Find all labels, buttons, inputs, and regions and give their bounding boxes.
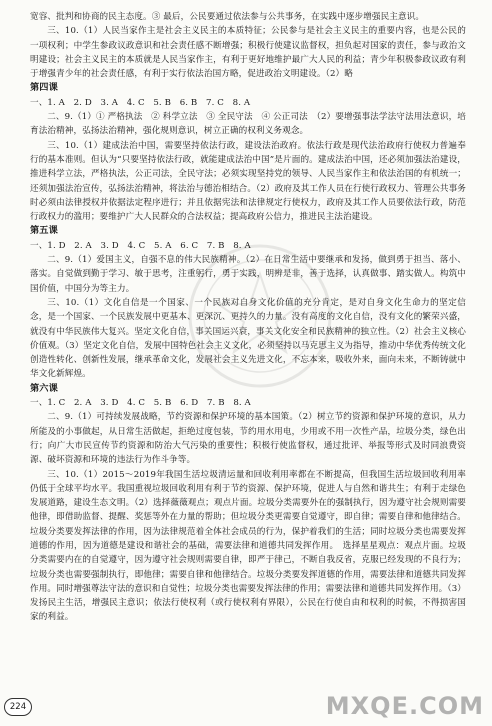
answer-paragraph: 二、9.（1）① 严格执法 ② 科学立法 ③ 全民守法 ④ 公正司法 （2）要增强事法学法守法用法意识，培育法治精神，弘扬法治精神，强化规则意识，树立正确的权利义务观念。 [30, 112, 466, 137]
answer-paragraph: 二、9.（1）可持续发展战略，节约资源和保护环境的基本国策。（2）树立节约资源和保护环境的意识，从力所能及的小事做起，从日常生活做起，拒绝过度包装，节约用水用电，少用或不用一次性产品，垃圾分类，绿色出行；向广大市民宣传节约资源和防治大气污染的重要性；积极行使监督权，通过批评、举报等形式及时同浪费资源、破坏资源和环境的违法行为作斗争等。 [30, 412, 466, 466]
answer-paragraph: 一、1. A 2. D 3. A 4. C 5. B 6. B 7. C 8. A [30, 97, 251, 108]
answer-paragraph: 三、10.（1）建成法治中国，需要坚持依法行政，建设法治政府。依法行政是现代法治政府行使权力普遍奉行的基本准则。但认为“只要坚持依法行政，就能建成法治中国”是片面的。建成法治中国，还必须加强法治建设，推进科学立法，严格执法，公正司法，全民守法；必须实现坚持党的领导、人民当家作主和依法治国的有机统一；还须加强法治宣传，弘扬法治精神，将法治与德治相结合。（2）政府及其工作人员在行使行政权力、管理公共事务时必须由法律授权并依据法定程序进行；并且依据宪法和法律规定行使权力，政府及其工作人员要依法行政，防范行政权力的滥用；要维护广大人民群众的合法权益；提高政府公信力，推进民主法治建设。 [30, 140, 466, 223]
answer-paragraph: 三、10.（1）2015～2019年我国生活垃圾清运量和回收利用率都在不断提高，但我国生活垃圾回收利用率仍低于全球平均水平。我国重视垃圾回收利用有利于节约资源、保护环境，促进人与自然和谐共生；有利于走绿色发展道路，建设生态文明。（2）选择薇薇观点；观点片面。垃圾分类需要外在的强制执行，因为遵守社会规则需要他律，即借助监督、提醒、奖惩等外在力量的帮助；但垃圾分类更需要自觉遵守，即自律；需要自律和他律结合。垃圾分类要发挥法律的作用，因为法律规范着全体社会成员的行为，保护着我们的生活；同时垃圾分类也需要发挥道德的作用，因为道德是建设和谐社会的基础，需要法律和道德共同发挥作用。 选择星星观点：观点片面。垃圾分类需要内在的自觉遵守，因为遵守社会规则需要自律，即严于律己，不断自我反省，克服已经发现的不良行为；垃圾分类也需要强制执行，即他律；需要自律和他律结合。垃圾分类要发挥道德的作用，需要法律和道德共同发挥作用。同时增强尊法守法的意识和自觉性；垃圾分类也需要发挥法律的作用；需要法律和道德共同发挥作用。（3）发扬民主生活，增强民主意识；依法行使权利（或行使权利有界限），公民在行使自由和权利的时候，不得损害国家的利益。 [30, 469, 466, 623]
lesson-heading: 第四课 [30, 82, 58, 94]
answer-text-body [30, 10, 466, 625]
site-watermark: MXQE.COM [325, 692, 484, 720]
answer-paragraph: 二、9.（1）爱国主义，自强不息的伟大民族精神。（2）在日常生活中要继承和发扬，做到勇于担当、落小、落实。自觉做到勤于学习、敏于思考，注重躬行，勇于实践，明辨是非，善于选择，认真做事、踏实做人。构筑中国价值，中国分为等主力。 [30, 255, 466, 294]
answer-paragraph: 宽容、批判和协商的民主态度。③ 最后，公民要通过依法参与公共事务，在实践中逐步增强民主意识。 [30, 12, 425, 22]
answer-paragraph: 一、1. D 2. A 3. D 4. C 5. A 6. C 7. B 8. A [30, 240, 251, 251]
answer-paragraph: 三、10.（1）文化自信是一个国家、一个民族对自身文化价值的充分肯定，是对自身文化生命力的坚定信念，是一个国家、一个民族发展中更基本、更深沉、更持久的力量。没有高度的文化自信，没有文化的繁荣兴盛，就没有中华民族伟大复兴。坚定文化自信，事关国运兴衰，事关文化安全和民族精神的独立性。（2）社会主义核心价值观。（3）坚定文化自信，发展中国特色社会主义文化，必须坚持以马克思主义为指导，推动中华优秀传统文化创造性转化、创新性发展，继承革命文化，发展社会主义先进文化，不忘本来，吸收外来，面向未来，不断铸就中华文化新辉煌。 [30, 297, 466, 380]
answer-paragraph: 三、10.（1）人民当家作主是社会主义民主的本质特征；公民参与是社会主义民主的重要内容，也是公民的一项权利；中学生参政议政意识和社会责任感不断增强；积极行使建议监督权，担负起对国家的责任，参与政治文明建设；社会主义民主的本质就是人民当家作主，有利于更好地维护最广大人民的利益；青少年积极参政议政有利于增强青少年的社会责任感，有利于实行依法治国方略，促进政治文明建设。（2）略 [30, 26, 466, 80]
lesson-heading: 第五课 [30, 225, 58, 237]
lesson-heading: 第六课 [30, 382, 58, 394]
page-number: 224 [4, 698, 32, 716]
answer-paragraph: 一、1. C 2. A 3. D 4. C 5. B 6. D 7. B 8. A [30, 398, 251, 409]
